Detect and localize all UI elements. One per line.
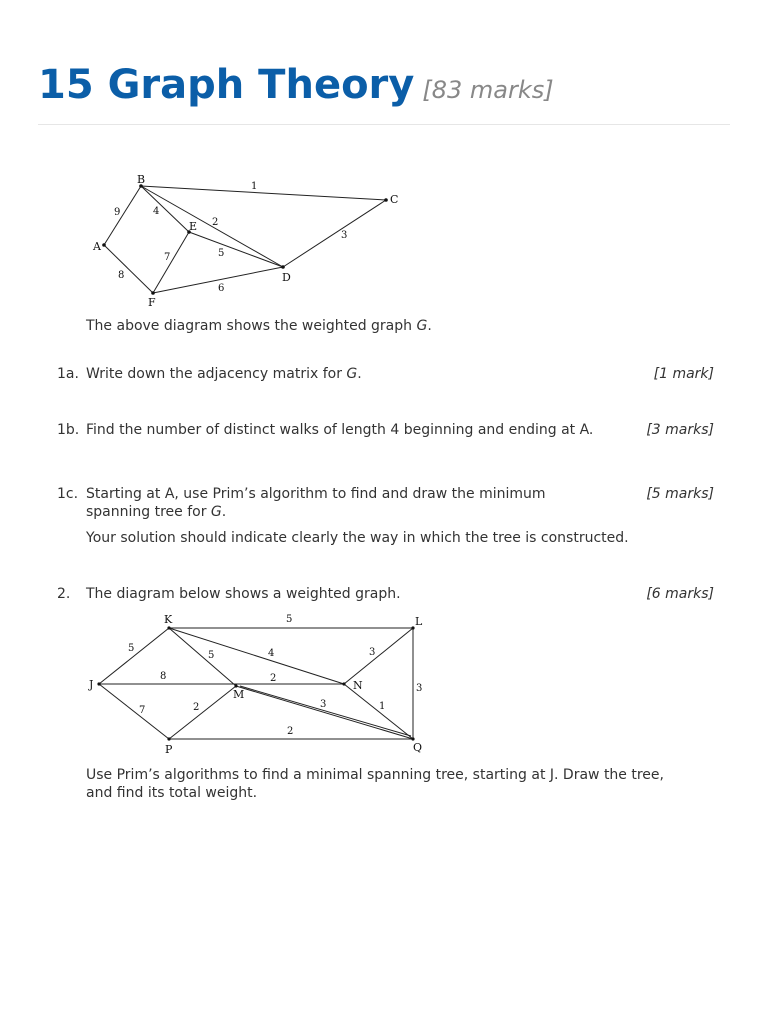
vertex-d — [281, 265, 285, 269]
graph-g-node-labels — [92, 173, 398, 309]
question-1c-text-line2: spanning tree for G. — [86, 504, 227, 520]
vertex-p — [167, 737, 170, 740]
graph-g-diagram — [0, 0, 768, 320]
question-1a-text: Write down the adjacency matrix for G. — [86, 366, 362, 382]
question-1a-marks: [1 mark] — [653, 366, 714, 382]
vertex-j — [97, 682, 100, 685]
node-label-n: N — [353, 679, 363, 692]
question-1c-number: 1c. — [57, 486, 79, 502]
weight-b-c: 1 — [251, 181, 258, 192]
vertex-c — [384, 198, 388, 202]
weight-k-l: 5 — [286, 614, 293, 625]
edge-c-d — [283, 200, 386, 267]
question-2-instruction-line2: and find its total weight. — [86, 785, 258, 801]
question-1b-text: Find the number of distinct walks of length 4 beginning and ending at A. — [86, 422, 594, 438]
question-2-marks: [6 marks] — [646, 586, 714, 602]
weight-k-n: 4 — [268, 648, 275, 659]
edge-a-f — [104, 245, 153, 293]
intro-text: The above diagram shows the weighted graph G. — [86, 318, 432, 334]
weight-m-q: 3 — [320, 699, 327, 710]
weight-b-a: 9 — [114, 207, 121, 218]
question-1b-marks: [3 marks] — [646, 422, 714, 438]
weight-n-q: 1 — [379, 701, 386, 712]
edge-j-p — [99, 684, 169, 739]
edge-j-k — [99, 628, 169, 684]
edge-b-c — [141, 186, 386, 200]
weight-m-n: 2 — [270, 673, 277, 684]
vertex-k — [167, 626, 170, 629]
edge-p-m — [169, 686, 236, 739]
graph-2-weights — [128, 614, 422, 737]
weight-b-e: 4 — [153, 206, 160, 217]
weight-b-d: 2 — [212, 217, 219, 228]
node-label-j: J — [89, 678, 94, 691]
node-label-q: Q — [413, 741, 423, 754]
weight-p-q: 2 — [287, 726, 294, 737]
node-label-d: D — [282, 271, 291, 284]
edge-m-q — [236, 686, 413, 739]
question-1c-text-line1: Starting at A, use Prim’s algorithm to find and draw the minimum — [86, 486, 546, 502]
weight-e-f: 7 — [164, 252, 171, 263]
node-label-k: K — [164, 613, 173, 626]
weight-l-n: 3 — [369, 647, 376, 658]
node-label-f: F — [148, 296, 156, 309]
weight-j-n: 8 — [160, 671, 167, 682]
vertex-a — [102, 243, 106, 247]
weight-c-d: 3 — [341, 230, 348, 241]
node-label-c: C — [390, 193, 399, 206]
weight-j-k: 5 — [128, 643, 135, 654]
node-label-a: A — [93, 240, 101, 253]
weight-j-p: 7 — [139, 705, 146, 716]
graph-2-edges — [99, 628, 413, 739]
question-1c-marks: [5 marks] — [646, 486, 714, 502]
vertex-n — [342, 682, 345, 685]
node-label-m: M — [233, 688, 245, 701]
question-2-instruction-line1: Use Prim’s algorithms to find a minimal spanning tree, starting at J. Draw the tree, — [86, 767, 664, 783]
graph-2-diagram — [0, 600, 768, 760]
node-label-l: L — [415, 615, 423, 628]
node-label-b: B — [137, 173, 146, 186]
node-label-e: E — [189, 220, 198, 233]
edge-k-m — [169, 628, 236, 686]
question-1a-number: 1a. — [57, 366, 79, 382]
question-1c-text-line3: Your solution should indicate clearly the way in which the tree is constructed. — [86, 530, 629, 546]
weight-k-m: 5 — [208, 650, 215, 661]
weight-p-m: 2 — [193, 702, 200, 713]
edge-l-n — [344, 628, 413, 684]
edge-e-f — [153, 232, 189, 293]
question-2-text: The diagram below shows a weighted graph. — [86, 586, 401, 602]
question-1b-number: 1b. — [57, 422, 80, 438]
title-text: 15 Graph Theory — [38, 62, 415, 108]
weight-a-f: 8 — [118, 270, 125, 281]
edge-e-d — [189, 232, 283, 267]
edge-k-n — [169, 628, 344, 684]
total-marks: [83 marks] — [422, 76, 554, 104]
weight-f-d: 6 — [218, 283, 225, 294]
question-2-number: 2. — [57, 586, 71, 602]
vertex-f — [151, 291, 155, 295]
edge-b-a — [104, 186, 141, 245]
node-label-p: P — [165, 743, 173, 756]
weight-e-d: 5 — [218, 248, 225, 259]
weight-l-q: 3 — [416, 683, 423, 694]
